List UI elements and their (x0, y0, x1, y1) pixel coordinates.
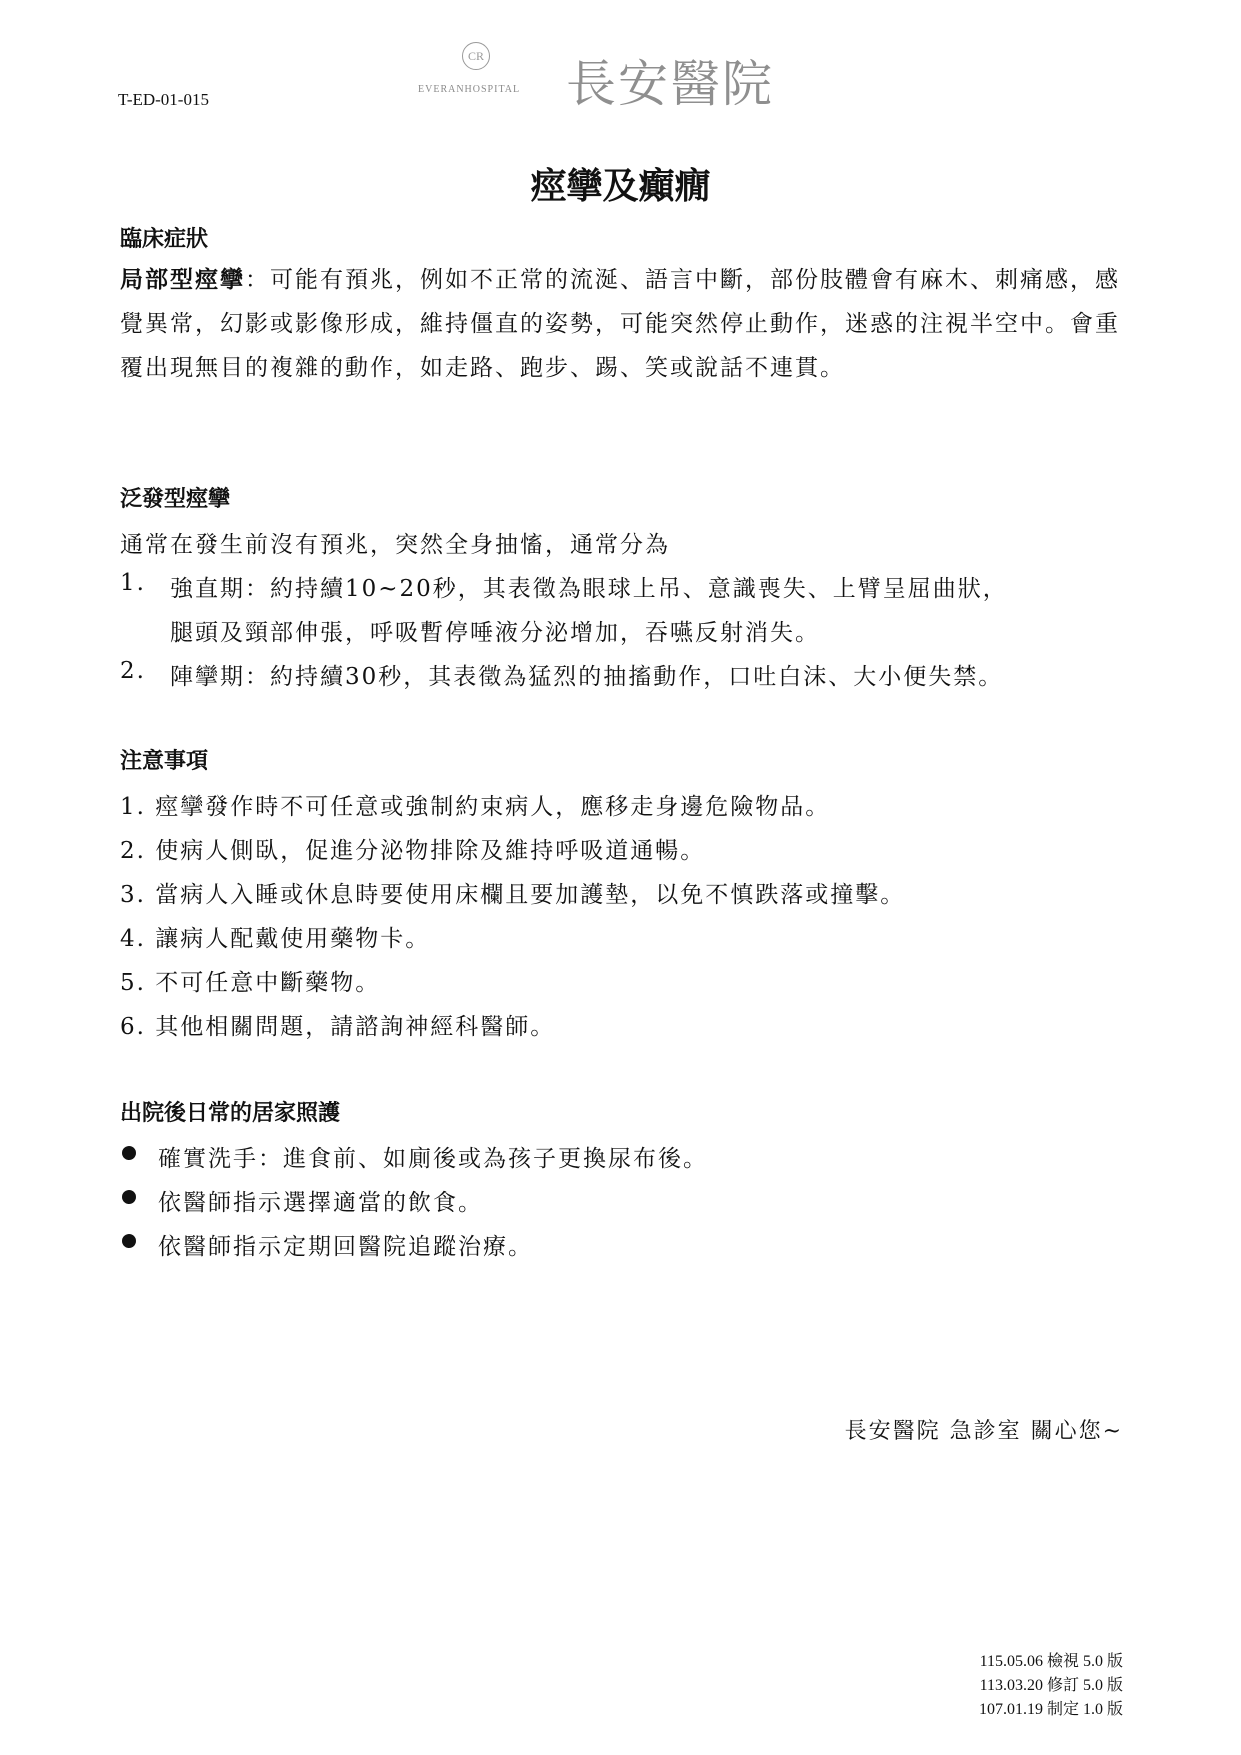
logo-mark-icon: CR (462, 42, 490, 70)
bullet-icon (122, 1146, 136, 1160)
tonic-phase-line2: 腿頭及頸部伸張，呼吸暫停唾液分泌增加，吞嚥反射消失。 (170, 620, 820, 646)
bullet-icon (122, 1190, 136, 1204)
list-item-number: 2. (120, 658, 146, 684)
clonic-phase-line1: 陣攣期：約持續30秒，其表徵為猛烈的抽搐動作，口吐白沫、大小便失禁。 (170, 664, 1004, 690)
section-heading-home-care: 出院後日常的居家照護 (120, 1100, 341, 1126)
version-line: 107.01.19 制定 1.0 版 (978, 1701, 1123, 1718)
list-item: 1. 痙攣發作時不可任意或強制約束病人，應移走身邊危險物品。 (120, 794, 831, 820)
partial-seizure-paragraph (120, 258, 1120, 390)
list-item-number: 1. (120, 570, 146, 596)
section-heading-generalized-seizure: 泛發型痙攣 (120, 486, 231, 512)
list-item: 2. 使病人側臥，促進分泌物排除及維持呼吸道通暢。 (120, 838, 706, 864)
list-item: 6. 其他相關問題，請諮詢神經科醫師。 (120, 1014, 556, 1040)
list-item: 確實洗手：進食前、如廁後或為孩子更換尿布後。 (158, 1146, 708, 1172)
generalized-intro: 通常在發生前沒有預兆，突然全身抽慉，通常分為 (120, 532, 670, 558)
hospital-logo (418, 40, 818, 113)
list-item: 4. 讓病人配戴使用藥物卡。 (120, 926, 431, 952)
version-line: 115.05.06 檢視 5.0 版 (979, 1653, 1123, 1670)
list-item: 依醫師指示定期回醫院追蹤治療。 (158, 1234, 533, 1260)
list-item: 3. 當病人入睡或休息時要使用床欄且要加護墊，以免不慎跌落或撞擊。 (120, 882, 906, 908)
page-title: 痙攣及癲癇 (530, 166, 711, 207)
list-item: 依醫師指示選擇適當的飲食。 (158, 1190, 483, 1216)
bullet-icon (122, 1234, 136, 1248)
signature: 長安醫院 急診室 關心您~ (844, 1419, 1123, 1444)
logo-english-name: EVERANHOSPITAL (418, 84, 521, 95)
list-item: 5. 不可任意中斷藥物。 (120, 970, 381, 996)
partial-seizure-label: 局部型痙攣 (120, 266, 245, 293)
logo-chinese-name: 長安醫院 (566, 55, 774, 113)
tonic-phase-line1: 強直期：約持續10~20秒，其表徵為眼球上吊、意識喪失、上臂呈屈曲狀， (170, 576, 1008, 602)
version-line: 113.03.20 修訂 5.0 版 (979, 1677, 1123, 1694)
document-code: T-ED-01-015 (118, 90, 209, 109)
section-heading-clinical-symptoms: 臨床症狀 (120, 226, 209, 252)
partial-seizure-text: ：可能有預兆，例如不正常的流涎、語言中斷，部份肢體會有麻木、刺痛感，感覺異常，幻影或影像形成，維持僵直的姿勢，可能突然停止動作，迷惑的注視半空中。會重覆出現無目的複雜的動作，如走路、跑步、踢、笑或說話不連貫。 (120, 267, 1120, 381)
section-heading-precautions: 注意事項 (120, 748, 209, 774)
